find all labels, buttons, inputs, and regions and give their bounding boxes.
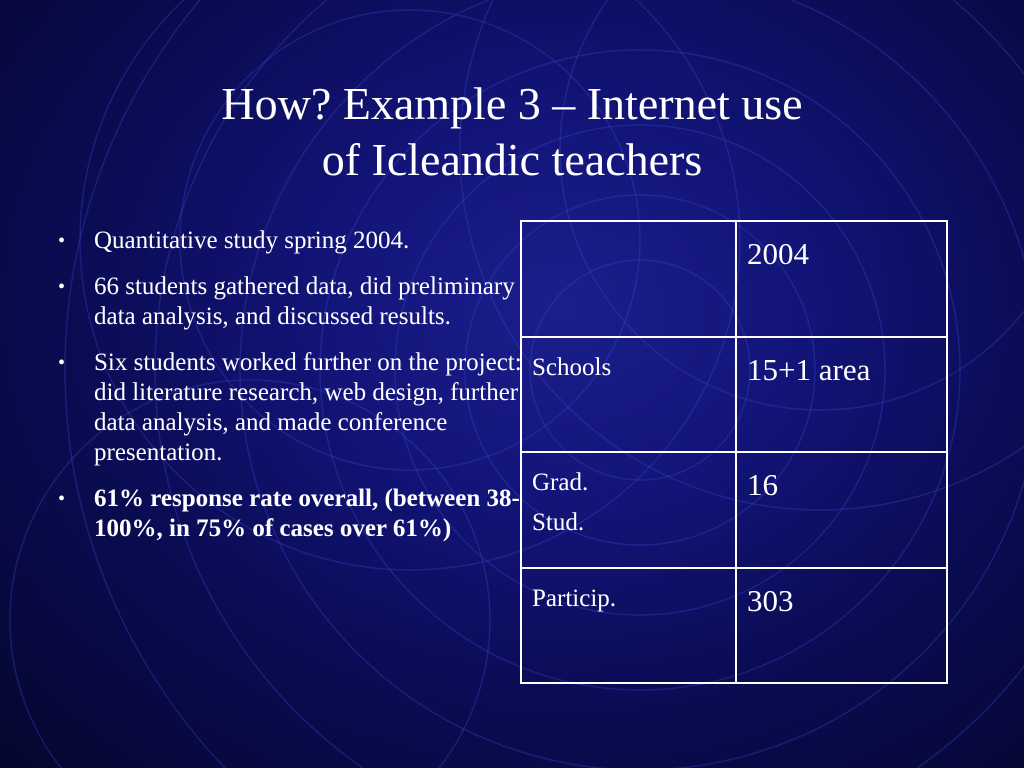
table-row	[521, 568, 947, 684]
bullet-text: 61% response rate overall, (between 38-100%, in 75% of cases over 61%)	[94, 485, 520, 542]
table-header-cell-year: 2004	[736, 221, 947, 337]
table-header-cell-empty	[521, 221, 736, 337]
table-row-label-line: Particip.	[532, 584, 617, 612]
bullet-list	[58, 226, 533, 560]
slide-title	[0, 76, 1024, 188]
bullet-item	[58, 348, 533, 468]
bullet-text: 66 students gathered data, did preliminary data analysis, and discussed results.	[94, 273, 515, 330]
table-row	[521, 337, 947, 453]
table-row-label	[521, 568, 736, 684]
data-table	[520, 220, 948, 684]
slide-title-line-2: of Icleandic teachers	[321, 134, 703, 185]
bullet-dot-icon: •	[58, 488, 66, 510]
table-header-row	[521, 221, 947, 337]
table-row-label-line: Stud.	[532, 509, 585, 536]
table-row-label-line: Schools	[532, 353, 612, 381]
bullet-item	[58, 484, 533, 544]
bullet-item	[58, 272, 533, 332]
slide-title-line-1: How? Example 3 – Internet use	[221, 78, 803, 129]
bullet-dot-icon: •	[58, 230, 66, 252]
table-row-label-line: Grad.	[532, 469, 589, 496]
table-row-label	[521, 452, 736, 568]
bullet-dot-icon: •	[58, 352, 66, 374]
bullet-text: Six students worked further on the project: did literature research, web design, further data analysis, and made conference presentation.	[94, 349, 522, 466]
table-row-value: 15+1 area	[736, 337, 947, 453]
table-row-label	[521, 337, 736, 453]
table-row	[521, 452, 947, 568]
table-row-value: 303	[736, 568, 947, 684]
bullet-text: Quantitative study spring 2004.	[94, 227, 410, 254]
bullet-item	[58, 226, 533, 256]
bullet-dot-icon: •	[58, 276, 66, 298]
table-row-value: 16	[736, 452, 947, 568]
